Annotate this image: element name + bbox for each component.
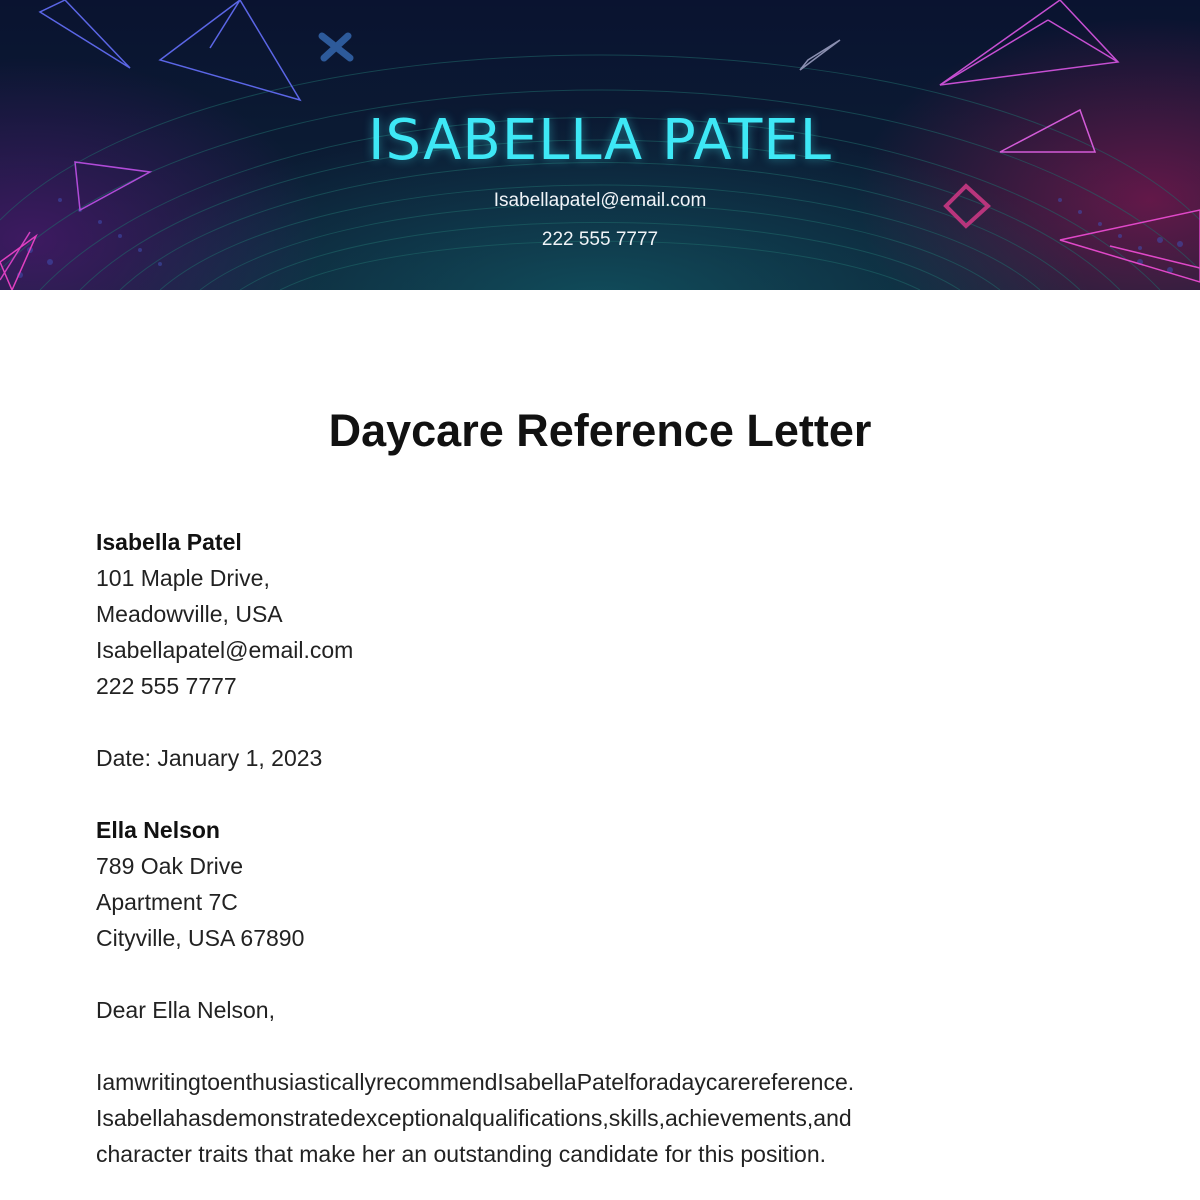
paragraph-word: demonstrated xyxy=(212,1105,354,1131)
sender-email: Isabellapatel@email.com xyxy=(96,637,354,663)
header-email: Isabellapatel@email.com xyxy=(493,190,707,211)
paragraph-word: reference. xyxy=(750,1069,855,1095)
paragraph-word: qualifications, xyxy=(469,1105,609,1131)
sender-name: Isabella Patel xyxy=(96,529,242,555)
header-phone: 222 555 7777 xyxy=(541,229,659,250)
paragraph-word: a xyxy=(655,1069,669,1095)
sender-address-line1: 101 Maple Drive, xyxy=(96,565,270,591)
recipient-address-line3: Cityville, USA 67890 xyxy=(96,925,305,951)
header-text-block xyxy=(0,0,1200,290)
paragraph-word: writing xyxy=(134,1069,201,1095)
paragraph-word: to xyxy=(200,1069,220,1095)
sender-address-line2: Meadowville, USA xyxy=(96,601,283,627)
recipient-address-line2: Apartment 7C xyxy=(96,889,238,915)
paragraph-word: exceptional xyxy=(353,1105,470,1131)
paragraph-word: I xyxy=(96,1069,103,1095)
paragraph-word: Patel xyxy=(576,1069,630,1095)
paragraph-word: Isabella xyxy=(497,1069,577,1095)
paragraph-word: for xyxy=(629,1069,656,1095)
paragraph-line: character traits that make her an outstanding candidate for this position. xyxy=(96,1141,827,1167)
paragraph-word: daycare xyxy=(668,1069,751,1095)
paragraph-line xyxy=(96,1064,1100,1100)
recipient-address-line1: 789 Oak Drive xyxy=(96,853,244,879)
paragraph-word: achievements, xyxy=(664,1105,814,1131)
salutation-block xyxy=(96,992,1100,1028)
recipient-block xyxy=(96,812,1100,956)
paragraph-word: am xyxy=(102,1069,135,1095)
paragraph-word: has xyxy=(175,1105,213,1131)
paragraph-line xyxy=(96,1100,1100,1136)
date-block xyxy=(96,740,1100,776)
paragraph-word: and xyxy=(813,1105,852,1131)
paragraph-word: recommend xyxy=(375,1069,498,1095)
paragraph-word: Isabella xyxy=(96,1105,176,1131)
sender-block xyxy=(96,524,1100,704)
header-banner xyxy=(0,0,1200,290)
body-paragraph xyxy=(96,1064,1100,1172)
document-title: Daycare Reference Letter xyxy=(328,405,872,456)
letter-date: Date: January 1, 2023 xyxy=(96,745,323,771)
header-name: ISABELLA PATEL xyxy=(368,108,832,173)
recipient-name: Ella Nelson xyxy=(96,817,220,843)
paragraph-word: skills, xyxy=(608,1105,665,1131)
paragraph-word: enthusiastically xyxy=(220,1069,376,1095)
sender-phone: 222 555 7777 xyxy=(96,673,237,699)
salutation: Dear Ella Nelson, xyxy=(96,997,275,1023)
